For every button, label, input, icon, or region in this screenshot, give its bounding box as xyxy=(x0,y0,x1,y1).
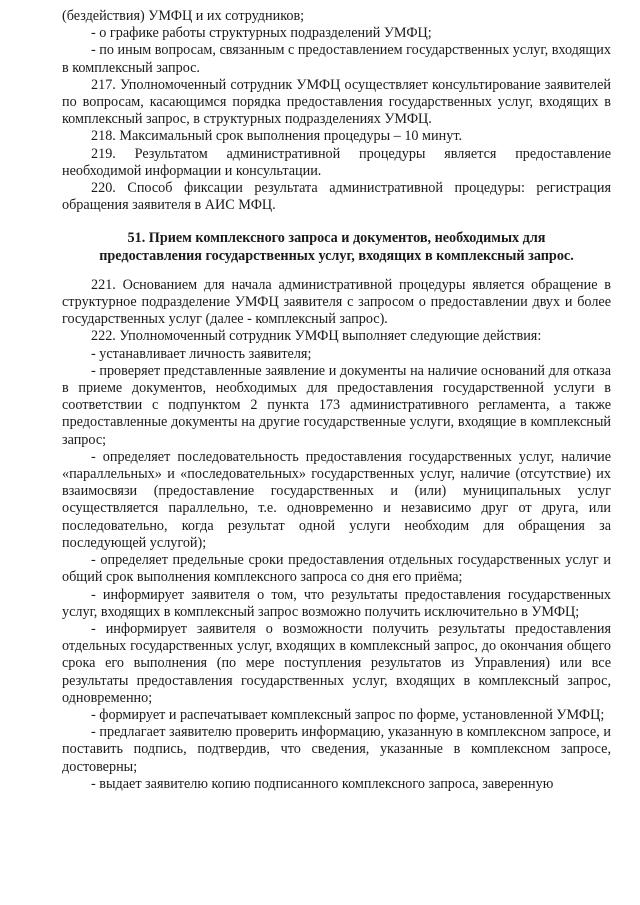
list-item-verify-sign: - предлагает заявителю проверить информацию, указанную в комплексном запросе, и поставить подпись, подтвердив, что сведения, указанные в комплексном запросе, достоверны; xyxy=(62,724,611,775)
list-item-deadlines: - определяет предельные сроки предоставления отдельных государственных услуг и общий срок выполнения комплексного запроса со дня его приёма; xyxy=(62,552,611,586)
list-item-check-documents: - проверяет представленные заявление и документы на наличие оснований для отказа в приеме документов, необходимых для предоставления государственной услуги в соответствии с подпунктом 2 пункта 173 административного регламента, а также предоставленные документы на другие государственные услуги, входящие в комплексный запрос; xyxy=(62,362,611,448)
paragraph-bullet-other-questions: - по иным вопросам, связанным с предоставлением государственных услуг, входящих в комплексный запрос. xyxy=(62,42,611,76)
list-item-identify: - устанавливает личность заявителя; xyxy=(91,345,312,362)
list-item-inform-results: - информирует заявителя о возможности получить результаты предоставления отдельных государственных услуг, входящих в комплексный запрос, до окончания общего срока его выполнения (по мере поступления результатов из Управления) или все результаты предоставления государственных услуг, входящих в комплексный запрос, одновременно; xyxy=(62,620,611,706)
paragraph-219: 219. Результатом административной процедуры является предоставление необходимой информации и консультации. xyxy=(62,145,611,179)
list-item-form-request: - формирует и распечатывает комплексный запрос по форме, установленной УМФЦ; xyxy=(91,706,605,723)
paragraph-218: 218. Максимальный срок выполнения процедуры – 10 минут. xyxy=(91,128,462,145)
list-item-sequence: - определяет последовательность предоставления государственных услуг, наличие «параллельных» и «последовательных» государственных услуг, наличие (отсутствие) их взаимосвязи (предоставление государственных и (или) муниципальных услуг осуществляется параллельно, т.е. одновременно и независимо друг от друга, или последовательно, когда результат одной услуги необходим для обращения за последующей услугой); xyxy=(62,448,611,551)
paragraph-222: 222. Уполномоченный сотрудник УМФЦ выполняет следующие действия: xyxy=(91,328,542,345)
paragraph-220: 220. Способ фиксации результата административной процедуры: регистрация обращения заявителя в АИС МФЦ. xyxy=(62,180,611,214)
paragraph-continuation: (бездействия) УМФЦ и их сотрудников; xyxy=(62,8,305,24)
section-heading-51: 51. Прием комплексного запроса и документов, необходимых для предоставления государственных услуг, входящих в комплексный запрос. xyxy=(99,230,574,264)
list-item-inform-umfc: - информирует заявителя о том, что результаты предоставления государственных услуг, входящих в комплексный запрос возможно получить исключительно в УМФЦ; xyxy=(62,586,611,620)
paragraph-bullet-schedule: - о графике работы структурных подразделений УМФЦ; xyxy=(91,25,432,42)
paragraph-221: 221. Основанием для начала административной процедуры является обращение в структурное подразделение УМФЦ заявителя с запросом о предоставлении двух и более государственных услуг (далее - комплексный запрос). xyxy=(62,276,611,328)
paragraph-217: 217. Уполномоченный сотрудник УМФЦ осуществляет консультирование заявителей по вопросам, касающимся порядка предоставления государственных услуг, входящих в комплексный запрос, в структурных подразделениях УМФЦ. xyxy=(62,76,611,128)
list-item-issue-copy: - выдает заявителю копию подписанного комплексного запроса, заверенную xyxy=(91,775,554,792)
